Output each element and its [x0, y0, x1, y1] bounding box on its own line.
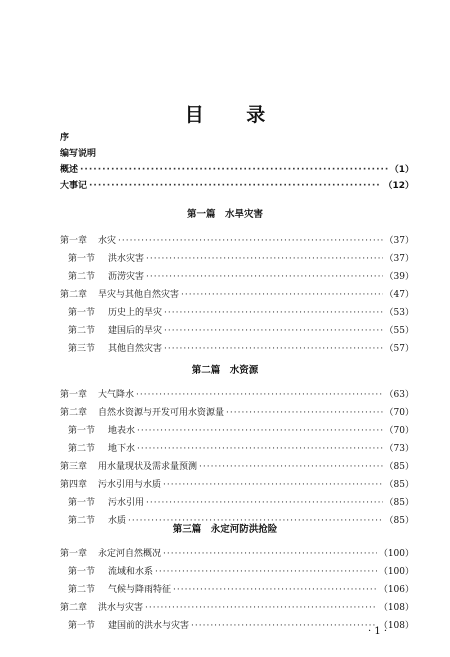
- leader-dots: [118, 232, 383, 250]
- entry-page: （37）: [384, 254, 414, 264]
- toc-part-2: [60, 386, 414, 530]
- toc-entry-preface[interactable]: [60, 130, 414, 146]
- entry-label: 建国后的旱灾: [108, 326, 163, 336]
- leader-dots: [163, 476, 383, 494]
- toc-entry[interactable]: [60, 386, 414, 404]
- entry-number: 第一节: [68, 498, 96, 508]
- entry-label: 气候与降雨特征: [108, 585, 172, 595]
- entry-number: 第二节: [68, 444, 96, 454]
- entry-number: 第三章: [60, 462, 88, 472]
- leader-dots: [136, 386, 383, 404]
- entry-number: 第二章: [60, 290, 88, 300]
- toc-entry[interactable]: [60, 617, 414, 635]
- entry-label: 旱灾与其他自然灾害: [98, 290, 180, 300]
- entry-number: 第四章: [60, 480, 88, 490]
- entry-page: （1）: [389, 165, 414, 175]
- entry-page: （63）: [384, 390, 414, 400]
- entry-label: 洪水与灾害: [98, 603, 144, 613]
- entry-label: 地表水: [108, 426, 136, 436]
- entry-page: （70）: [384, 408, 414, 418]
- entry-number: 第一节: [68, 308, 96, 318]
- entry-label: 水灾: [98, 236, 117, 246]
- toc-entry[interactable]: [60, 599, 414, 617]
- leader-dots: [164, 322, 383, 340]
- entry-label: 地下水: [108, 444, 136, 454]
- toc-entry[interactable]: [60, 250, 414, 268]
- entry-page: （85）: [384, 516, 414, 526]
- entry-number: 第一章: [60, 549, 88, 559]
- toc-entry[interactable]: [60, 286, 414, 304]
- leader-dots: [145, 599, 377, 617]
- page-number: · 1 ·: [368, 626, 388, 637]
- toc-entry[interactable]: [60, 322, 414, 340]
- entry-page: （106）: [378, 585, 414, 595]
- leader-dots: [163, 545, 377, 563]
- entry-number: 第一节: [68, 254, 96, 264]
- entry-label: 序: [60, 133, 70, 143]
- entry-page: （55）: [384, 326, 414, 336]
- entry-number: 第二节: [68, 585, 96, 595]
- toc-entry[interactable]: [60, 476, 414, 494]
- leader-dots: [80, 162, 388, 178]
- entry-page: （57）: [384, 344, 414, 354]
- toc-part-1: [60, 232, 414, 358]
- leader-dots: [137, 422, 383, 440]
- entry-label: 历史上的旱灾: [108, 308, 163, 318]
- entry-page: （73）: [384, 444, 414, 454]
- entry-label: 概述: [60, 165, 79, 175]
- entry-label: 流域和水系: [108, 567, 154, 577]
- entry-label: 其他自然灾害: [108, 344, 163, 354]
- entry-label: 大事记: [60, 181, 88, 191]
- entry-page: （12）: [383, 181, 414, 191]
- leader-dots: [181, 286, 383, 304]
- entry-number: 第二节: [68, 326, 96, 336]
- entry-label: 污水引用与水质: [98, 480, 162, 490]
- toc-entry[interactable]: [60, 563, 414, 581]
- page-title: 目 录: [184, 104, 284, 126]
- entry-label: 自然水资源与开发可用水资源量: [98, 408, 225, 418]
- toc-entry[interactable]: [60, 268, 414, 286]
- toc-entry[interactable]: [60, 232, 414, 250]
- entry-number: 第一节: [68, 426, 96, 436]
- leader-dots: [173, 581, 377, 599]
- entry-label: 污水引用: [108, 498, 145, 508]
- entry-number: 第二章: [60, 603, 88, 613]
- leader-dots: [89, 178, 381, 194]
- entry-page: （100）: [378, 567, 414, 577]
- toc-entry[interactable]: [60, 404, 414, 422]
- entry-label: 用水量现状及需求量预测: [98, 462, 198, 472]
- leader-dots: [191, 617, 377, 635]
- toc-part-3: [60, 545, 414, 635]
- leader-dots: [146, 250, 383, 268]
- toc-entry-editorial-notes[interactable]: [60, 146, 414, 162]
- leader-dots: [164, 304, 383, 322]
- leader-dots: [137, 440, 383, 458]
- entry-label: 永定河自然概况: [98, 549, 162, 559]
- toc-entry[interactable]: [60, 422, 414, 440]
- toc-entry-chronicle[interactable]: [60, 178, 414, 194]
- entry-page: （85）: [384, 462, 414, 472]
- entry-number: 第三节: [68, 344, 96, 354]
- leader-dots: [146, 494, 383, 512]
- entry-number: 第一章: [60, 236, 88, 246]
- entry-page: （39）: [384, 272, 414, 282]
- entry-page: （70）: [384, 426, 414, 436]
- entry-page: （85）: [384, 480, 414, 490]
- entry-label: 大气降水: [98, 390, 135, 400]
- entry-page: （100）: [378, 549, 414, 559]
- entry-page: （47）: [384, 290, 414, 300]
- part-heading: 第三篇 永定河防洪抢险: [172, 524, 278, 535]
- toc-entry[interactable]: [60, 340, 414, 358]
- entry-page: （108）: [378, 603, 414, 613]
- part-heading: 第二篇 水资源: [191, 365, 259, 376]
- entry-label: 沥涝灾害: [108, 272, 145, 282]
- leader-dots: [226, 404, 383, 422]
- entry-page: （108）: [378, 621, 414, 631]
- toc-entry-overview[interactable]: [60, 162, 414, 178]
- entry-number: 第一章: [60, 390, 88, 400]
- entry-page: （37）: [384, 236, 414, 246]
- front-matter: [60, 130, 414, 194]
- toc-entry[interactable]: [60, 458, 414, 476]
- part-heading: 第一篇 水旱灾害: [186, 209, 263, 220]
- leader-dots: [164, 340, 383, 358]
- entry-label: 水质: [108, 516, 127, 526]
- entry-label: 编写说明: [60, 149, 97, 159]
- toc-entry[interactable]: [60, 545, 414, 563]
- entry-page: （85）: [384, 498, 414, 508]
- entry-label: 建国前的洪水与灾害: [108, 621, 190, 631]
- leader-dots: [199, 458, 383, 476]
- entry-number: 第一节: [68, 567, 96, 577]
- entry-page: （53）: [384, 308, 414, 318]
- entry-number: 第二节: [68, 272, 96, 282]
- leader-dots: [155, 563, 377, 581]
- leader-dots: [146, 268, 383, 286]
- entry-label: 洪水灾害: [108, 254, 145, 264]
- toc-entry[interactable]: [60, 494, 414, 512]
- toc-entry[interactable]: [60, 440, 414, 458]
- toc-entry[interactable]: [60, 581, 414, 599]
- entry-number: 第二节: [68, 516, 96, 526]
- entry-number: 第二章: [60, 408, 88, 418]
- entry-number: 第一节: [68, 621, 96, 631]
- toc-entry[interactable]: [60, 304, 414, 322]
